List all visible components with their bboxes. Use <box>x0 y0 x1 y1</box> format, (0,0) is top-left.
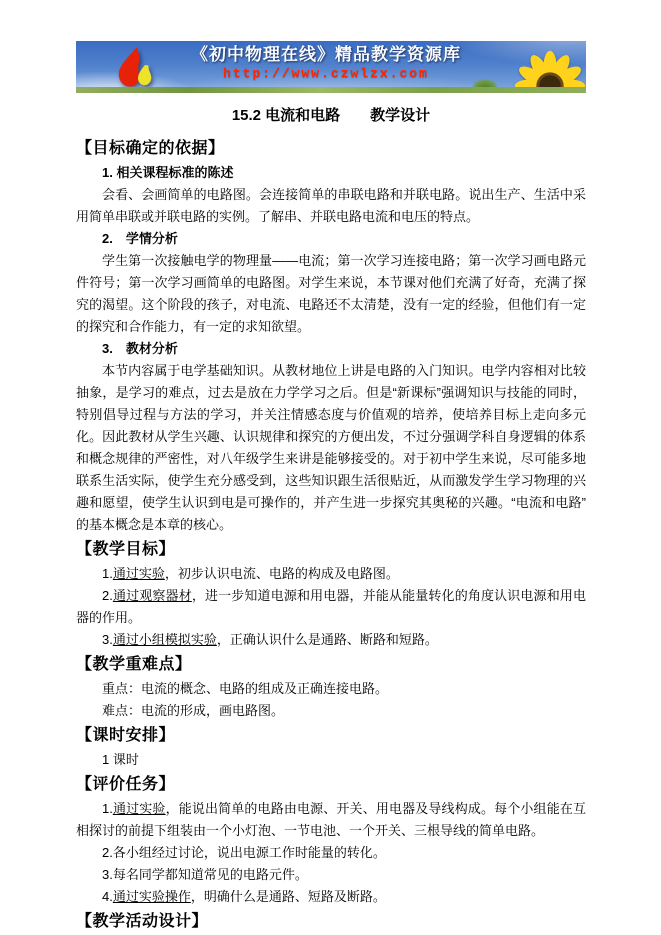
section-header-key-points: 【教学重难点】 <box>76 656 192 673</box>
goal-item-1 <box>76 563 586 585</box>
item-text: ，能说出简单的电路由电源、开关、用电器及导线构成。每个小组能在互相探讨的前提下组装由一个小灯泡、一节电池、一个开关、三根导线的简单电路。 <box>76 801 586 838</box>
paragraph-learner-analysis: 学生第一次接触电学的物理量——电流；第一次学习连接电路；第一次学习画电路元件符号；第一次学习画简单的电路图。对学生来说，本节课对他们充满了好奇，充满了探究的渴望。这个阶段的孩子，对电流、电路还不太清楚，没有一定的经验，但他们有一定的探究和合作能力，有一定的求知欲望。 <box>76 253 586 334</box>
item-number: 3. <box>102 867 113 882</box>
item-number: 1. <box>102 566 113 581</box>
subheading-textbook-analysis: 3. 教材分析 <box>102 341 178 356</box>
item-text: 每名同学都知道常见的电路元件。 <box>112 867 308 882</box>
item-text: ，初步认识电流、电路的构成及电路图。 <box>164 566 399 581</box>
item-number: 2. <box>102 845 113 860</box>
banner-url: http://www.czwlzx.com <box>223 66 429 81</box>
evaluation-item-3 <box>76 864 586 886</box>
subheading-learner-analysis: 2. 学情分析 <box>102 231 178 246</box>
section-header-schedule: 【课时安排】 <box>76 727 176 744</box>
item-lead: 通过实验操作 <box>112 889 191 904</box>
item-number: 1. <box>102 801 113 816</box>
goal-item-2 <box>76 585 586 629</box>
item-lead: 通过小组模拟实验 <box>112 632 217 647</box>
goal-item-3 <box>76 629 586 651</box>
paragraph-textbook-analysis: 本节内容属于电学基础知识。从教材地位上讲是电路的入门知识。电学内容相对比较抽象，是学习的难点，过去是放在力学学习之后。但是“新课标”强调知识与技能的同时，特别倡导过程与方法的学习，并关注情感态度与价值观的培养，使培养目标上走向多元化。因此教材从学生兴趣、认识规律和探究的方便出发，不过分强调学科自身逻辑的体系和概念规律的严密性，对八年级学生来讲是能够接受的。对于初中学生来说，尽可能多地联系生活实际，使学生充分感受到，这些知识跟生活很贴近，从而激发学生学习物理的兴趣和愿望，使学生认识到电是可操作的，并产生进一步探究其奥秘的兴趣。“电流和电路”的基本概念是本章的核心。 <box>76 363 586 532</box>
item-text: 各小组经过讨论，说出电源工作时能量的转化。 <box>112 845 386 860</box>
evaluation-item-2 <box>76 842 586 864</box>
section-header-basis: 【目标确定的依据】 <box>76 140 225 157</box>
item-number: 4. <box>102 889 113 904</box>
item-lead: 通过实验 <box>112 566 165 581</box>
item-text: ，明确什么是通路、短路及断路。 <box>190 889 386 904</box>
item-text: ，进一步知道电源和用电器，并能从能量转化的角度认识电源和用电器的作用。 <box>76 588 586 625</box>
item-number: 2. <box>102 588 113 603</box>
page-title: 15.2 电流和电路 教学设计 <box>231 107 431 124</box>
grass-strip <box>76 87 586 93</box>
section-header-goals: 【教学目标】 <box>76 541 176 558</box>
key-point-line: 重点：电流的概念、电路的组成及正确连接电路。 <box>102 681 389 696</box>
banner-image <box>76 41 586 93</box>
evaluation-item-4 <box>76 886 586 908</box>
paragraph-curriculum-standard: 会看、会画简单的电路图。会连接简单的串联电路和并联电路。说出生产、生活中采用简单串联或并联电路的实例。了解串、并联电路电流和电压的特点。 <box>76 187 586 224</box>
difficult-point-line: 难点：电流的形成，画电路图。 <box>102 703 285 718</box>
subheading-curriculum-standard: 1. 相关课程标准的陈述 <box>102 165 234 180</box>
item-text: ，正确认识什么是通路、断路和短路。 <box>216 632 438 647</box>
item-number: 3. <box>102 632 113 647</box>
banner-text-block <box>136 44 516 82</box>
item-lead: 通过实验 <box>112 801 166 816</box>
evaluation-item-1 <box>76 798 586 842</box>
section-header-evaluation: 【评价任务】 <box>76 776 176 793</box>
banner-title: 《初中物理在线》精品教学资源库 <box>191 45 461 64</box>
item-lead: 通过观察器材 <box>112 588 192 603</box>
section-header-activity-design: 【教学活动设计】 <box>76 913 209 930</box>
schedule-line: 1 课时 <box>102 752 139 767</box>
